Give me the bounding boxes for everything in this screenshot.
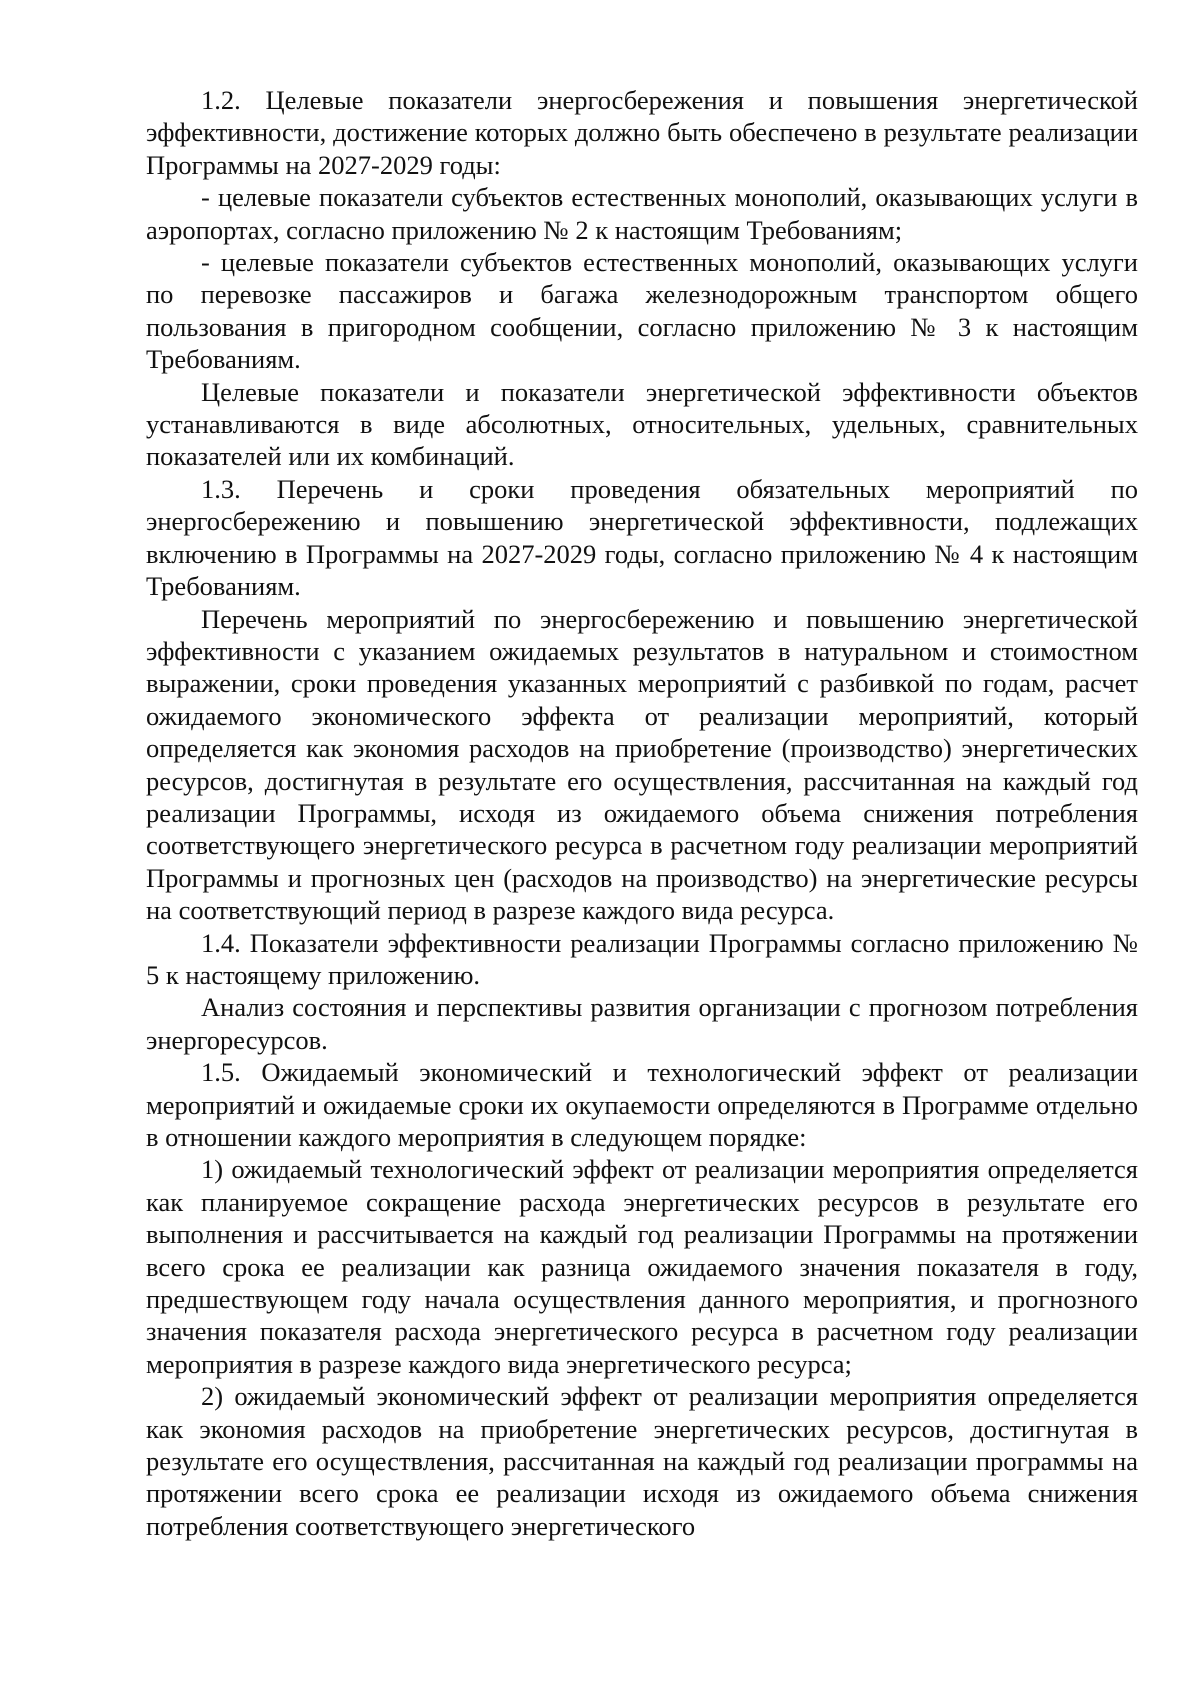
paragraph-item-2: 2) ожидаемый экономический эффект от реализации мероприятия определяется как экономия расходов на приобретение энергетических ресурсов, достигнутая в результате его осуществления, рассчитанная на каждый год реализации программы на протяжении всего срока ее реализации исходя из ожидаемого объема снижения потребления соответствующего энергетического: [146, 1381, 1138, 1541]
paragraph-1-5: 1.5. Ожидаемый экономический и технологический эффект от реализации мероприятий и ожидаемые сроки их окупаемости определяются в Программе отдельно в отношении каждого мероприятия в следующем порядке:: [146, 1057, 1138, 1152]
paragraph-1-3: 1.3. Перечень и сроки проведения обязательных мероприятий по энергосбережению и повышению энергетической эффективности, подлежащих включению в Программы на 2027-2029 годы, согласно приложению № 4 к настоящим Требованиям.: [146, 473, 1138, 602]
paragraph-analysis: Анализ состояния и перспективы развития организации с прогнозом потребления энергоресурсов.: [146, 992, 1138, 1055]
paragraph-1-4: 1.4. Показатели эффективности реализации Программы согласно приложению № 5 к настоящему приложению.: [146, 927, 1138, 990]
paragraph-airports: - целевые показатели субъектов естественных монополий, оказывающих услуги в аэропортах, согласно приложению № 2 к настоящим Требованиям;: [146, 182, 1138, 245]
paragraph-item-1: 1) ожидаемый технологический эффект от реализации мероприятия определяется как планируемое сокращение расхода энергетических ресурсов в результате его выполнения и рассчитывается на каждый год реализации Программы на протяжении всего срока ее реализации как разница ожидаемого значения показателя в году, предшествующем году начала осуществления данного мероприятия, и прогнозного значения показателя расхода энергетического ресурса в расчетном году реализации мероприятия в разрезе каждого вида энергетического ресурса;: [146, 1154, 1138, 1379]
paragraph-indicators-types: Целевые показатели и показатели энергетической эффективности объектов устанавливаются в виде абсолютных, относительных, удельных, сравнительных показателей или их комбинаций.: [146, 376, 1138, 472]
paragraph-measures-list: Перечень мероприятий по энергосбережению и повышению энергетической эффективности с указанием ожидаемых результатов в натуральном и стоимостном выражении, сроки проведения указанных мероприятий с разбивкой по годам, расчет ожидаемого экономического эффекта от реализации мероприятий, который определяется как экономия расходов на приобретение (производство) энергетических ресурсов, достигнутая в результате его осуществления, рассчитанная на каждый год реализации Программы, исходя из ожидаемого объема снижения потребления соответствующего энергетического ресурса в расчетном году реализации мероприятий Программы и прогнозных цен (расходов на производство) на энергетические ресурсы на соответствующий период в разрезе каждого вида ресурса.: [146, 603, 1138, 926]
document-body: [146, 84, 1138, 1542]
paragraph-railway: - целевые показатели субъектов естественных монополий, оказывающих услуги по перевозке пассажиров и багажа железнодорожным транспортом общего пользования в пригородном сообщении, согласно приложению № 3 к настоящим Требованиям.: [146, 247, 1138, 375]
paragraph-1-2: 1.2. Целевые показатели энергосбережения и повышения энергетической эффективности, достижение которых должно быть обеспечено в результате реализации Программы на 2027-2029 годы:: [146, 85, 1138, 180]
